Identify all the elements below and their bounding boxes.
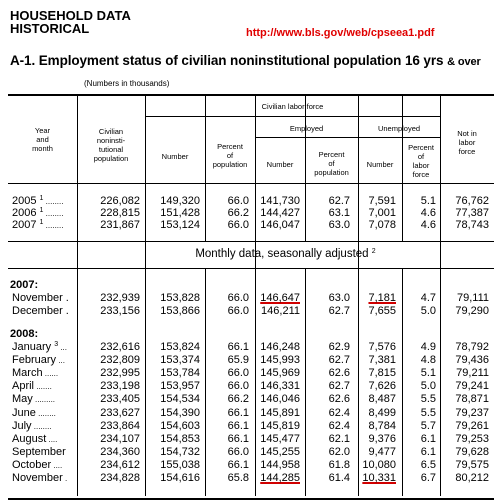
cell-emp-number: 146,211 <box>261 305 300 317</box>
cell-unemp-number: 7,626 <box>368 380 396 393</box>
cell-not-in-lf: 76,762 <box>455 195 489 207</box>
col-header-unemp-number: Number <box>366 160 394 169</box>
cell-unemp-percent: 4.6 <box>420 207 436 219</box>
table-title-main: A-1. Employment status of civilian noninstitutional population 16 yrs <box>10 53 444 68</box>
cell-lf-percent: 66.0 <box>227 380 249 393</box>
cell-not-in-lf: 79,575 <box>455 458 489 471</box>
col-header-emp-number: Number <box>266 160 294 169</box>
row-label: October .... <box>12 458 63 471</box>
cell-civ-pop: 232,809 <box>100 354 140 367</box>
cell-lf-number: 151,428 <box>160 207 200 219</box>
cell-lf-percent: 65.9 <box>227 354 249 367</box>
cell-lf-number: 154,853 <box>160 432 200 445</box>
col-header-civilian-labor-force: Civilian labor force <box>261 102 324 111</box>
col-header-lf-percent: Percent of population <box>212 142 248 169</box>
cell-emp-percent: 63.0 <box>328 219 350 231</box>
col-header-not-in-labor-force: Not in labor force <box>457 129 477 156</box>
cell-unemp-number: 7,001 <box>368 207 396 219</box>
cell-lf-number: 153,374 <box>160 354 200 367</box>
cell-emp-percent: 62.6 <box>328 393 350 406</box>
cell-civ-pop: 234,612 <box>100 458 140 471</box>
row-label: September <box>12 445 66 458</box>
col-header-year-month: Year and month <box>32 126 53 153</box>
cell-not-in-lf: 78,743 <box>455 219 489 231</box>
cell-civ-pop: 226,082 <box>100 195 140 207</box>
cell-emp-number: 144,958 <box>260 458 300 471</box>
cell-not-in-lf: 80,212 <box>455 472 489 484</box>
cell-not-in-lf: 79,253 <box>455 432 489 445</box>
cell-lf-percent: 66.1 <box>227 432 249 445</box>
cell-emp-number: 145,255 <box>260 445 300 458</box>
row-label: December . <box>12 305 69 317</box>
table-title <box>10 53 481 68</box>
col-header-emp-percent: Percent of population <box>314 150 349 177</box>
cell-lf-percent: 66.1 <box>227 458 249 471</box>
cell-unemp-percent: 4.6 <box>420 219 436 231</box>
row-label: November . <box>12 472 68 484</box>
row-label: July ........ <box>12 419 52 432</box>
cell-civ-pop: 234,828 <box>100 472 140 484</box>
cell-unemp-number: 8,487 <box>368 393 396 406</box>
row-label: June ........ <box>12 406 56 419</box>
header-household-data: HOUSEHOLD DATA <box>10 8 131 23</box>
cell-not-in-lf: 79,237 <box>455 406 489 419</box>
cell-emp-percent: 61.4 <box>328 472 350 484</box>
row-label: August .... <box>12 432 58 445</box>
row-label: May ......... <box>12 393 56 406</box>
cell-unemp-number: 8,784 <box>368 419 396 432</box>
col-header-unemployed: Unemployed <box>377 124 421 133</box>
cell-lf-percent: 66.1 <box>227 406 249 419</box>
row-label: February ... <box>12 354 65 367</box>
cell-lf-number: 153,828 <box>160 292 200 304</box>
cell-emp-percent: 63.0 <box>328 292 350 304</box>
cell-emp-number: 145,891 <box>260 406 300 419</box>
cell-lf-number: 149,320 <box>160 195 200 207</box>
cell-emp-percent: 62.7 <box>328 354 350 367</box>
cell-civ-pop: 232,616 <box>100 341 140 353</box>
cell-lf-percent: 66.0 <box>227 445 249 458</box>
cell-lf-percent: 66.0 <box>227 367 249 380</box>
cell-emp-percent: 62.4 <box>328 406 350 419</box>
cell-lf-number: 154,534 <box>160 393 200 406</box>
cell-unemp-percent: 6.5 <box>420 458 436 471</box>
cell-emp-percent: 62.0 <box>328 445 350 458</box>
cell-civ-pop: 233,156 <box>100 305 140 317</box>
cell-unemp-percent: 6.7 <box>420 472 436 484</box>
cell-unemp-percent: 6.1 <box>420 432 436 445</box>
cell-emp-number: 145,969 <box>260 367 300 380</box>
cell-emp-percent: 63.1 <box>328 207 350 219</box>
cell-unemp-number: 10,080 <box>362 458 396 471</box>
cell-lf-number: 153,824 <box>160 341 200 353</box>
cell-emp-number: 145,819 <box>260 419 300 432</box>
cell-emp-percent: 62.7 <box>328 195 350 207</box>
units-note: (Numbers in thousands) <box>84 79 170 88</box>
row-label: November . <box>12 292 69 304</box>
cell-civ-pop: 232,995 <box>100 367 140 380</box>
cell-lf-percent: 65.8 <box>227 472 249 484</box>
cell-lf-number: 153,784 <box>160 367 200 380</box>
cell-lf-percent: 66.2 <box>227 207 249 219</box>
cell-unemp-percent: 4.9 <box>420 341 436 353</box>
row-label: 2005 $^1$ ........ <box>12 195 64 207</box>
cell-civ-pop: 234,360 <box>100 445 140 458</box>
cell-unemp-percent: 5.5 <box>420 406 436 419</box>
cell-lf-percent: 66.0 <box>227 219 249 231</box>
cell-lf-percent: 66.0 <box>227 195 249 207</box>
cell-lf-percent: 66.1 <box>227 419 249 432</box>
cell-not-in-lf: 79,211 <box>456 367 489 380</box>
cell-lf-number: 154,732 <box>160 445 200 458</box>
cell-unemp-percent: 4.7 <box>420 292 436 304</box>
year-heading-2008: 2008: <box>10 328 39 340</box>
row-label: 2006 $^1$ ........ <box>12 207 64 219</box>
cell-emp-number: 144,285 <box>260 472 300 484</box>
cell-civ-pop: 234,107 <box>100 432 140 445</box>
cell-lf-number: 154,616 <box>160 472 200 484</box>
cell-lf-percent: 66.1 <box>227 341 249 353</box>
cell-not-in-lf: 78,792 <box>455 341 489 353</box>
cell-unemp-percent: 5.7 <box>420 419 436 432</box>
cell-emp-number: 144,427 <box>260 207 300 219</box>
source-url-link[interactable]: http://www.bls.gov/web/cpseea1.pdf <box>246 27 435 39</box>
cell-unemp-number: 7,078 <box>368 219 396 231</box>
cell-emp-number: 146,046 <box>260 393 300 406</box>
cell-civ-pop: 232,939 <box>100 292 140 304</box>
cell-unemp-number: 7,815 <box>368 367 396 380</box>
cell-unemp-number: 10,331 <box>362 472 396 484</box>
cell-lf-percent: 66.0 <box>227 305 249 317</box>
monthly-data-label: Monthly data, seasonally adjusted $^2$ <box>195 248 376 260</box>
cell-civ-pop: 233,405 <box>100 393 140 406</box>
cell-not-in-lf: 79,261 <box>455 419 489 432</box>
cell-emp-percent: 61.8 <box>328 458 350 471</box>
cell-unemp-number: 8,499 <box>368 406 396 419</box>
cell-lf-percent: 66.2 <box>227 393 249 406</box>
cell-lf-number: 155,038 <box>160 458 200 471</box>
cell-not-in-lf: 79,290 <box>455 305 489 317</box>
col-header-civilian-population: Civilian noninsti- tutional population <box>93 127 129 163</box>
col-header-employed: Employed <box>289 124 324 133</box>
cell-not-in-lf: 79,241 <box>455 380 489 393</box>
row-label: January $^3$ ... <box>12 341 67 353</box>
cell-civ-pop: 228,815 <box>100 207 140 219</box>
row-label: 2007 $^1$ ........ <box>12 219 64 231</box>
cell-lf-number: 153,866 <box>160 305 200 317</box>
cell-not-in-lf: 78,871 <box>455 393 489 406</box>
cell-unemp-number: 7,576 <box>368 341 396 353</box>
cell-civ-pop: 231,867 <box>100 219 140 231</box>
cell-civ-pop: 233,198 <box>100 380 140 393</box>
cell-not-in-lf: 79,111 <box>456 292 489 304</box>
cell-lf-percent: 66.0 <box>227 292 249 304</box>
cell-lf-number: 154,603 <box>160 419 200 432</box>
cell-unemp-percent: 5.0 <box>420 380 436 393</box>
cell-unemp-percent: 5.5 <box>420 393 436 406</box>
cell-unemp-percent: 5.1 <box>420 195 436 207</box>
cell-unemp-number: 9,376 <box>368 432 396 445</box>
cell-lf-number: 153,124 <box>160 219 200 231</box>
employment-status-table <box>8 94 494 500</box>
cell-not-in-lf: 77,387 <box>455 207 489 219</box>
header-historical: HISTORICAL <box>10 21 90 36</box>
cell-unemp-percent: 5.1 <box>420 367 436 380</box>
cell-emp-percent: 62.7 <box>328 380 350 393</box>
cell-emp-number: 146,047 <box>260 219 300 231</box>
cell-emp-number: 146,647 <box>260 292 300 304</box>
cell-not-in-lf: 79,628 <box>455 445 489 458</box>
cell-unemp-number: 7,181 <box>368 292 396 304</box>
cell-not-in-lf: 79,436 <box>455 354 489 367</box>
cell-civ-pop: 233,627 <box>100 406 140 419</box>
year-heading-2007: 2007: <box>10 279 39 291</box>
row-label: March ...... <box>12 367 59 380</box>
cell-emp-number: 145,993 <box>260 354 300 367</box>
cell-unemp-number: 9,477 <box>368 445 396 458</box>
row-label: April ....... <box>12 380 52 393</box>
cell-emp-number: 146,248 <box>260 341 300 353</box>
cell-emp-percent: 62.9 <box>328 341 350 353</box>
cell-civ-pop: 233,864 <box>100 419 140 432</box>
col-header-unemp-percent: Percent of labor force <box>408 143 434 179</box>
cell-emp-number: 145,477 <box>260 432 300 445</box>
cell-emp-percent: 62.6 <box>328 367 350 380</box>
cell-lf-number: 153,957 <box>160 380 200 393</box>
cell-lf-number: 154,390 <box>160 406 200 419</box>
cell-unemp-number: 7,381 <box>368 354 396 367</box>
col-header-lf-number: Number <box>161 152 189 161</box>
cell-emp-percent: 62.7 <box>328 305 350 317</box>
cell-emp-percent: 62.4 <box>328 419 350 432</box>
cell-unemp-percent: 6.1 <box>420 445 436 458</box>
cell-unemp-number: 7,655 <box>368 305 396 317</box>
cell-unemp-number: 7,591 <box>368 195 396 207</box>
cell-emp-number: 141,730 <box>260 195 300 207</box>
cell-emp-percent: 62.1 <box>328 432 350 445</box>
cell-emp-number: 146,331 <box>260 380 300 393</box>
table-title-suffix: & over <box>447 56 481 68</box>
cell-unemp-percent: 5.0 <box>420 305 436 317</box>
cell-unemp-percent: 4.8 <box>420 354 436 367</box>
